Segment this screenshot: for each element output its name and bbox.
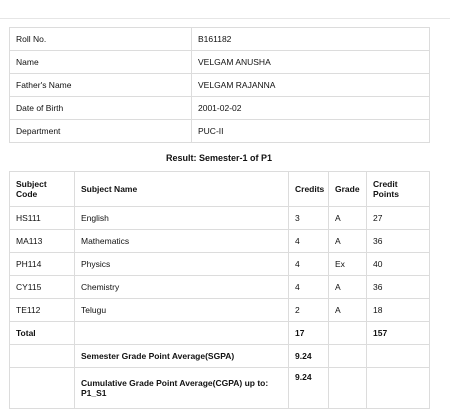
header-credit-points: Credit Points bbox=[367, 172, 430, 207]
cgpa-value: 9.24 bbox=[289, 368, 329, 409]
subject-grade: Ex bbox=[329, 253, 367, 276]
father-value: VELGAM RAJANNA bbox=[192, 74, 430, 97]
total-row bbox=[10, 322, 430, 345]
sgpa-row bbox=[10, 345, 430, 368]
subject-grade: A bbox=[329, 299, 367, 322]
sgpa-empty bbox=[10, 345, 75, 368]
subject-row bbox=[10, 253, 430, 276]
header-subject-code: Subject Code bbox=[10, 172, 75, 207]
subject-points: 40 bbox=[367, 253, 430, 276]
subject-code: MA113 bbox=[10, 230, 75, 253]
top-divider bbox=[0, 18, 450, 19]
subject-name: Mathematics bbox=[75, 230, 289, 253]
subject-row bbox=[10, 207, 430, 230]
dob-value: 2001-02-02 bbox=[192, 97, 430, 120]
subject-credits: 4 bbox=[289, 253, 329, 276]
subject-code: HS111 bbox=[10, 207, 75, 230]
dept-value: PUC-II bbox=[192, 120, 430, 143]
header-subject-name: Subject Name bbox=[75, 172, 289, 207]
cgpa-empty-grade bbox=[329, 368, 367, 409]
subject-row bbox=[10, 276, 430, 299]
total-credits: 17 bbox=[289, 322, 329, 345]
info-row-dept bbox=[10, 120, 430, 143]
subject-credits: 4 bbox=[289, 230, 329, 253]
info-row-name bbox=[10, 51, 430, 74]
subject-grade: A bbox=[329, 230, 367, 253]
sgpa-empty-points bbox=[367, 345, 430, 368]
subject-name: Telugu bbox=[75, 299, 289, 322]
subject-grade: A bbox=[329, 207, 367, 230]
cgpa-empty bbox=[10, 368, 75, 409]
subject-points: 27 bbox=[367, 207, 430, 230]
cgpa-empty-points bbox=[367, 368, 430, 409]
roll-value: B161182 bbox=[192, 28, 430, 51]
sgpa-value: 9.24 bbox=[289, 345, 329, 368]
subject-credits: 2 bbox=[289, 299, 329, 322]
info-row-dob bbox=[10, 97, 430, 120]
subject-name: Physics bbox=[75, 253, 289, 276]
total-empty bbox=[75, 322, 289, 345]
subject-code: CY115 bbox=[10, 276, 75, 299]
info-row-roll bbox=[10, 28, 430, 51]
student-info-table bbox=[9, 27, 430, 143]
name-label: Name bbox=[10, 51, 192, 74]
header-credits: Credits bbox=[289, 172, 329, 207]
sgpa-empty-grade bbox=[329, 345, 367, 368]
header-grade: Grade bbox=[329, 172, 367, 207]
subject-code: TE112 bbox=[10, 299, 75, 322]
info-row-father bbox=[10, 74, 430, 97]
result-header-row bbox=[10, 172, 430, 207]
subject-row bbox=[10, 230, 430, 253]
cgpa-label: Cumulative Grade Point Average(CGPA) up to: P1_S1 bbox=[75, 368, 289, 409]
dob-label: Date of Birth bbox=[10, 97, 192, 120]
total-label: Total bbox=[10, 322, 75, 345]
subject-name: English bbox=[75, 207, 289, 230]
cgpa-row bbox=[10, 368, 430, 409]
subject-points: 18 bbox=[367, 299, 430, 322]
name-value: VELGAM ANUSHA bbox=[192, 51, 430, 74]
subject-row bbox=[10, 299, 430, 322]
subject-name: Chemistry bbox=[75, 276, 289, 299]
subject-code: PH114 bbox=[10, 253, 75, 276]
subject-credits: 4 bbox=[289, 276, 329, 299]
roll-label: Roll No. bbox=[10, 28, 192, 51]
father-label: Father's Name bbox=[10, 74, 192, 97]
subject-points: 36 bbox=[367, 276, 430, 299]
total-points: 157 bbox=[367, 322, 430, 345]
total-grade-empty bbox=[329, 322, 367, 345]
result-table bbox=[9, 171, 430, 409]
dept-label: Department bbox=[10, 120, 192, 143]
result-title: Result: Semester-1 of P1 bbox=[165, 153, 273, 163]
sgpa-label: Semester Grade Point Average(SGPA) bbox=[75, 345, 289, 368]
subject-points: 36 bbox=[367, 230, 430, 253]
subject-grade: A bbox=[329, 276, 367, 299]
subject-credits: 3 bbox=[289, 207, 329, 230]
